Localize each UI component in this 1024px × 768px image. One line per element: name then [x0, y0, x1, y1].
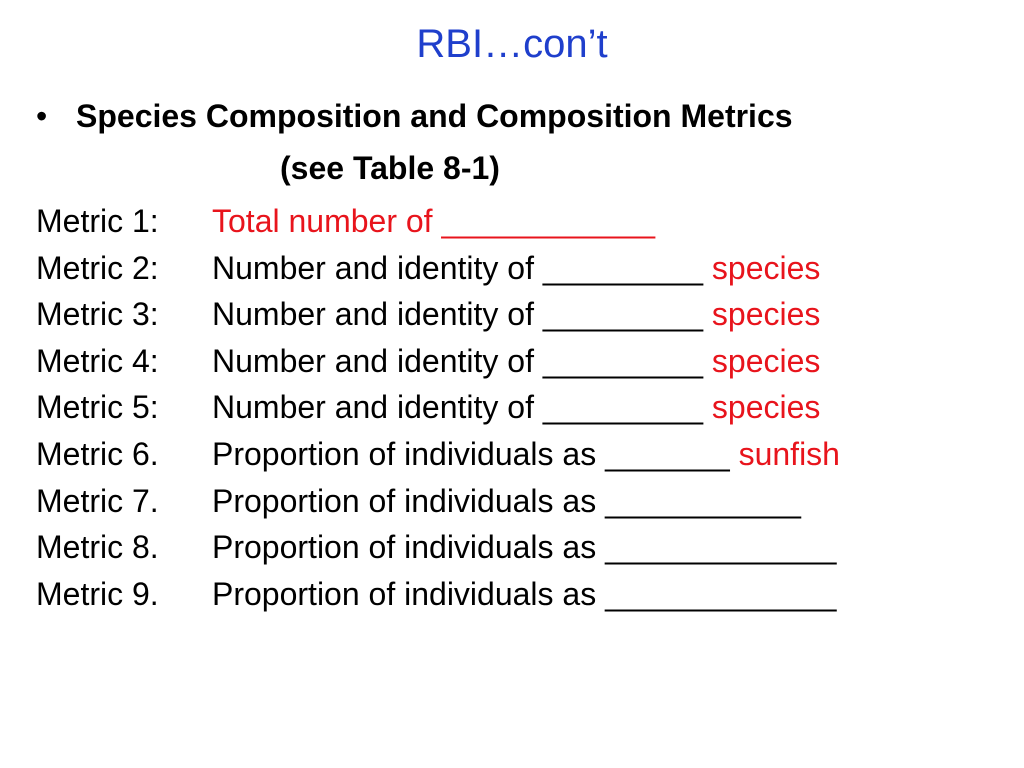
bullet-section — [36, 94, 996, 190]
metric-row-2 — [36, 245, 1016, 292]
metric-label: Metric 2: — [36, 249, 159, 286]
metric-text: Proportion of individuals as _______ — [212, 435, 739, 472]
metric-row-6 — [36, 431, 1016, 478]
metric-suffix: species — [711, 389, 821, 426]
slide-title: RBI…con’t — [416, 22, 608, 66]
metric-red-text: Total number of ____________ — [212, 203, 656, 239]
metric-label: Metric 1: — [36, 203, 159, 239]
metric-label: Metric 6. — [36, 435, 159, 472]
metrics-list — [36, 198, 1016, 617]
metric-label: Metric 3: — [36, 296, 159, 333]
metric-row-3 — [36, 291, 1016, 338]
bullet-subheading: (see Table 8-1) — [280, 150, 500, 186]
metric-row-9 — [36, 571, 1016, 618]
metric-suffix: species — [711, 249, 821, 286]
metric-label: Metric 7. — [36, 482, 159, 519]
metric-row-5 — [36, 384, 1016, 431]
bullet-line — [36, 94, 996, 138]
metric-text: Proportion of individuals as ___________ — [212, 482, 801, 519]
metric-text: Number and identity of _________ — [212, 389, 712, 426]
metric-row-4 — [36, 338, 1016, 385]
metric-row-8 — [36, 524, 1016, 571]
metric-text: Number and identity of _________ — [212, 342, 712, 379]
metric-text: Proportion of individuals as _____________ — [212, 529, 837, 566]
bullet-symbol: • — [36, 98, 48, 134]
metric-row-7 — [36, 478, 1016, 525]
metric-label: Metric 8. — [36, 529, 159, 566]
metric-text: Number and identity of _________ — [212, 249, 712, 286]
metric-label: Metric 4: — [36, 342, 159, 379]
metric-row-1 — [36, 198, 1016, 245]
metric-label: Metric 9. — [36, 575, 159, 612]
metric-suffix: species — [711, 342, 821, 379]
metric-text: Proportion of individuals as _____________ — [212, 575, 837, 612]
metric-label: Metric 5: — [36, 389, 159, 426]
bullet-heading: Species Composition and Composition Metrics — [76, 98, 793, 134]
metric-suffix: species — [711, 296, 821, 333]
metric-text: Number and identity of _________ — [212, 296, 712, 333]
metric-suffix: sunfish — [738, 435, 840, 472]
